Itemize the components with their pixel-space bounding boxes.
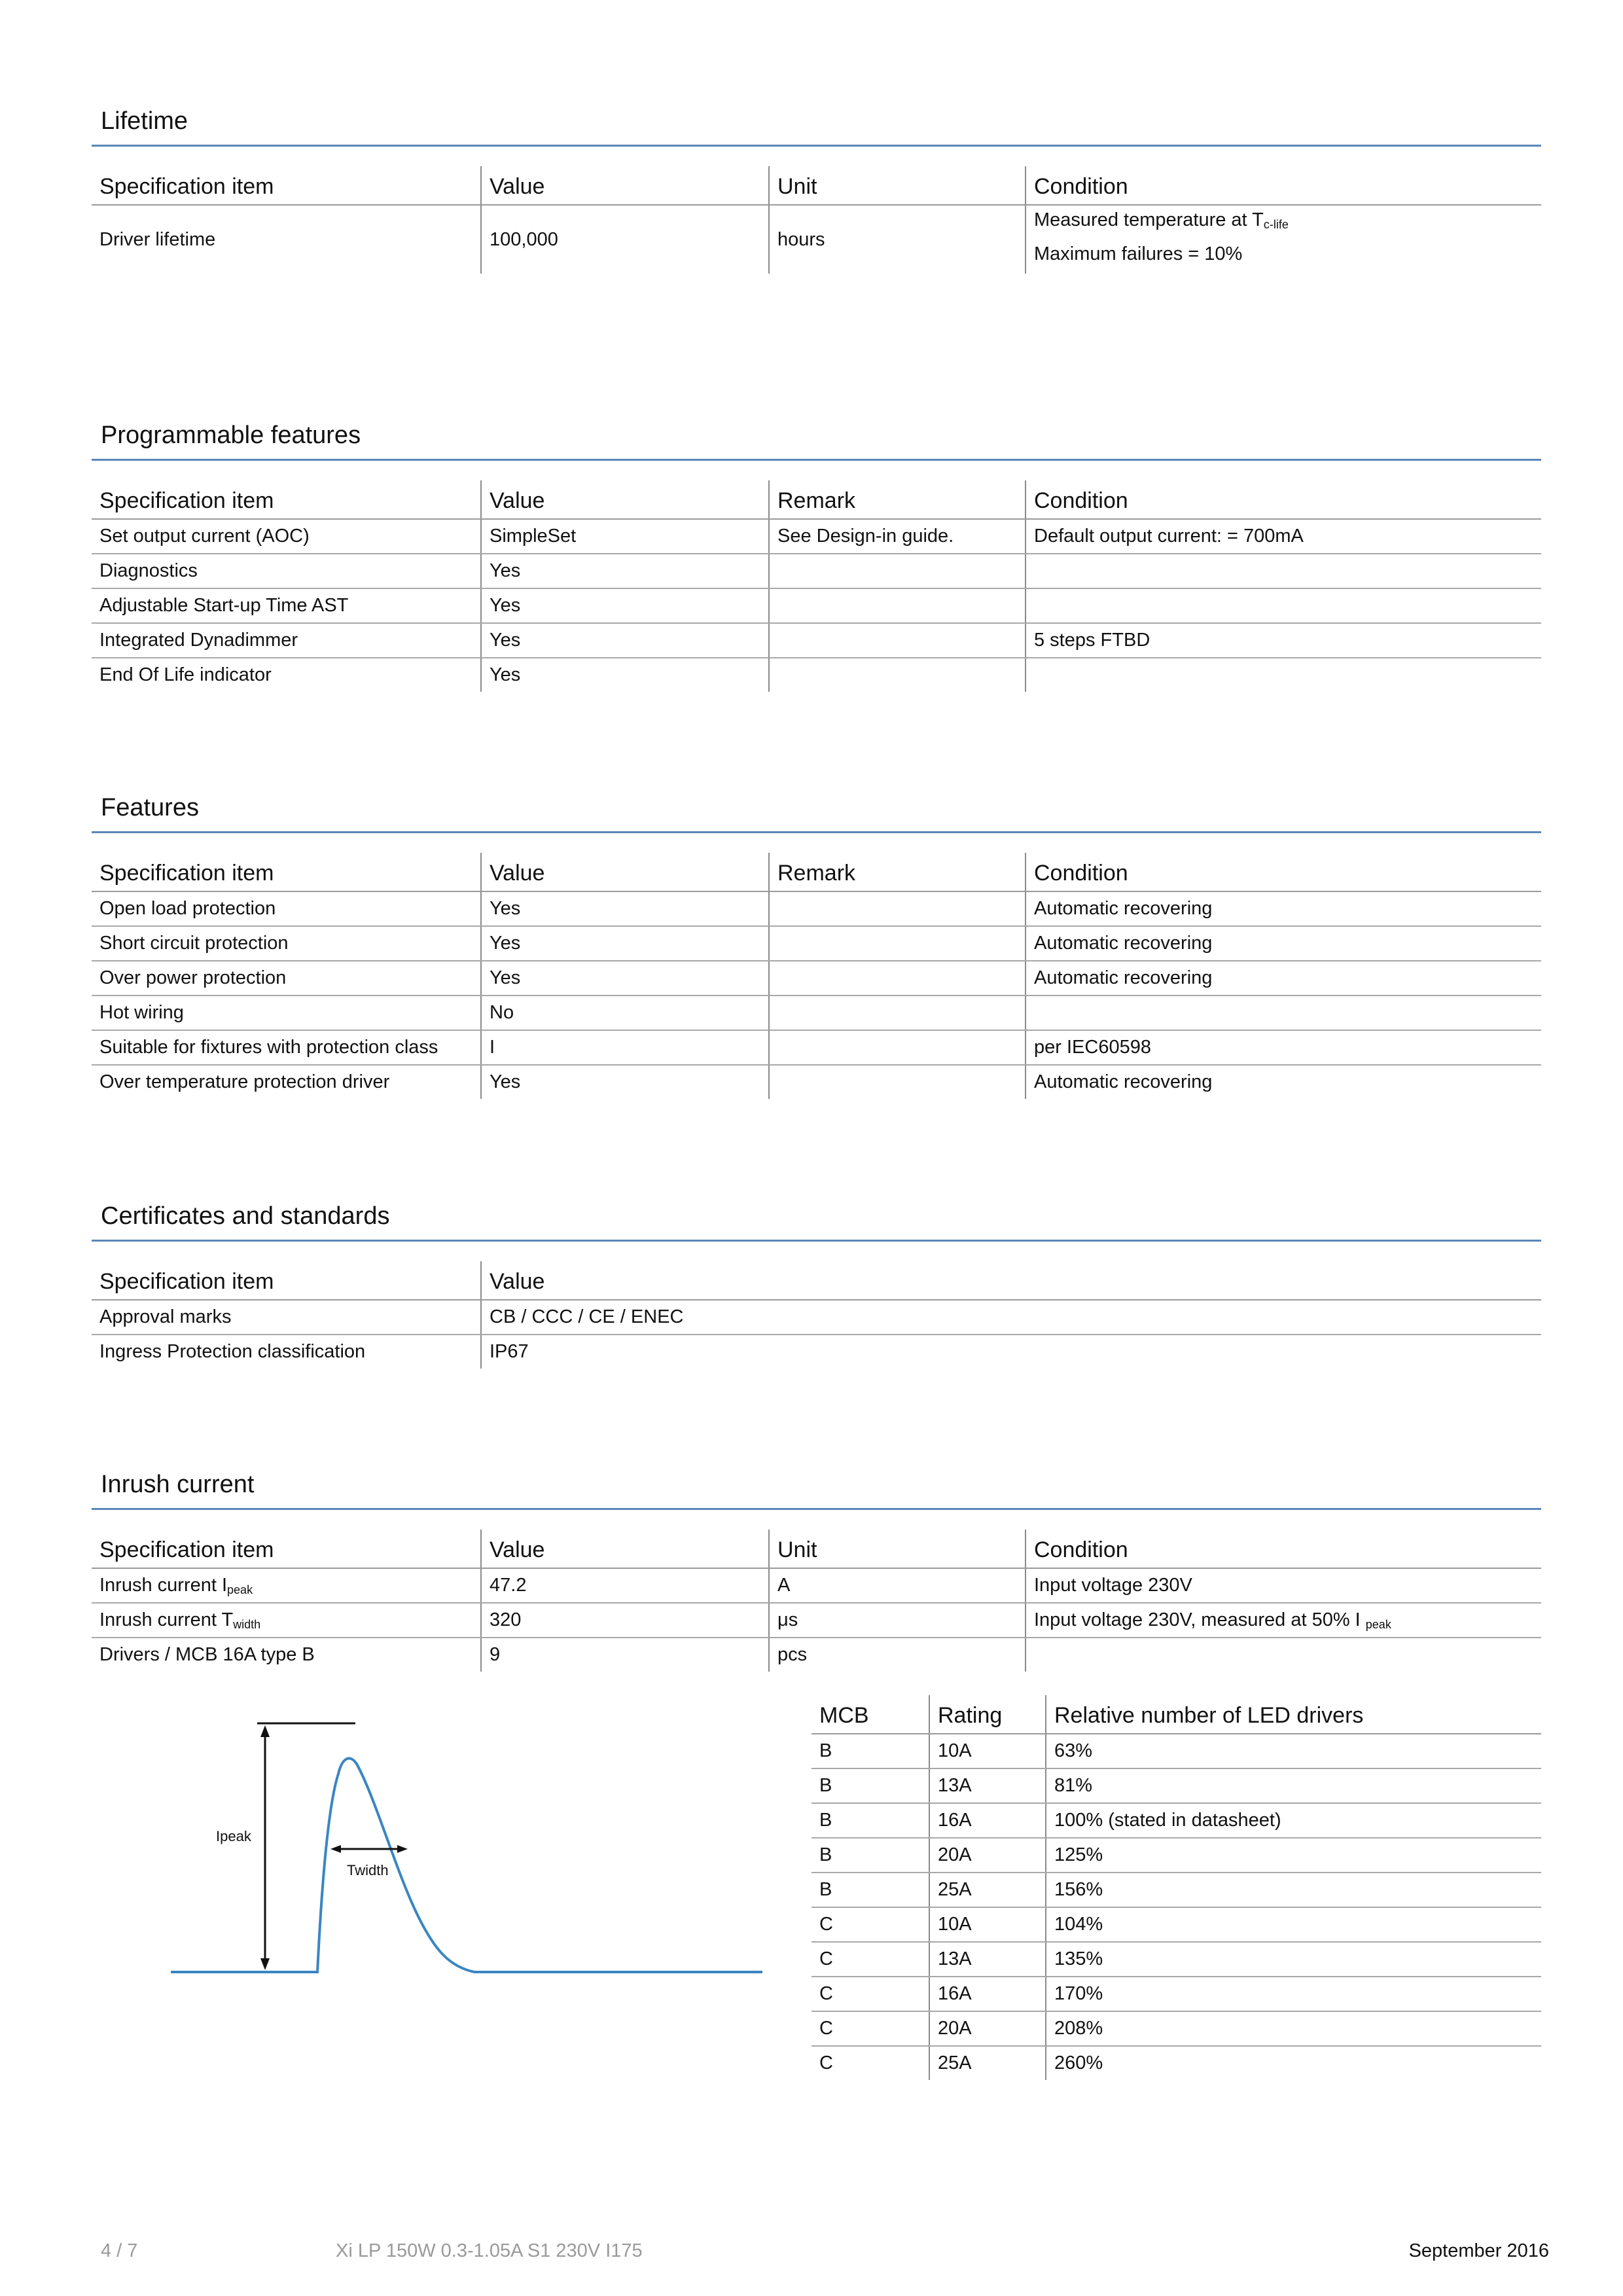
table-cell: Open load protection [92, 891, 481, 926]
table-row [92, 588, 1541, 623]
table-cell [1026, 1638, 1541, 1672]
table-row [812, 2011, 1541, 2046]
table-cell: Default output current: = 700mA [1026, 519, 1541, 554]
table-cell: Driver lifetime [99, 228, 216, 250]
table-cell [1026, 996, 1541, 1030]
table-cell: No [481, 996, 769, 1030]
item-text: Inrush current T [99, 1609, 234, 1630]
table-cell [769, 961, 1026, 996]
section-divider [92, 1240, 1541, 1242]
lifetime-table [92, 166, 1541, 274]
table-row [812, 1838, 1541, 1873]
table-cell: B [812, 1873, 929, 1907]
table-row [92, 658, 1541, 692]
section-programmable-features [92, 417, 1541, 692]
table-row [812, 1942, 1541, 1977]
table-row [812, 1907, 1541, 1942]
twidth-label: Twidth [347, 1862, 389, 1878]
table-row [92, 554, 1541, 588]
table-cell: 47.2 [481, 1568, 769, 1603]
table-cell: Drivers / MCB 16A type B [99, 1644, 315, 1665]
table-cell: B [812, 1838, 929, 1873]
table-cell: Yes [481, 588, 769, 623]
table-cell [769, 1065, 1026, 1099]
table-header-row [812, 1695, 1541, 1734]
table-cell: Ingress Protection classification [99, 1341, 366, 1362]
table-row [812, 1873, 1541, 1907]
footer-product-name: Xi LP 150W 0.3-1.05A S1 230V I175 [336, 2240, 643, 2261]
condition-line: Maximum failures = 10% [1034, 243, 1243, 264]
table-cell: 208% [1046, 2011, 1541, 2046]
column-header: Specification item [92, 1530, 481, 1568]
table-cell: 13A [929, 1942, 1046, 1977]
table-row [92, 891, 1541, 926]
table-row [92, 1603, 1541, 1638]
table-cell: B [812, 1768, 929, 1803]
column-header: Condition [1026, 480, 1541, 519]
table-cell: Short circuit protection [92, 926, 481, 961]
table-row [812, 2046, 1541, 2080]
inrush-waveform-diagram [167, 1721, 762, 1990]
table-cell: Yes [481, 961, 769, 996]
section-certificates [92, 1198, 1541, 1369]
table-row [812, 1803, 1541, 1838]
column-header: Value [481, 480, 769, 519]
table-header-row [92, 166, 1541, 205]
table-cell: 25A [929, 2046, 1046, 2080]
table-cell: Over power protection [92, 961, 481, 996]
table-cell [769, 588, 1026, 623]
table-cell: I [481, 1030, 769, 1065]
column-header: MCB [812, 1695, 929, 1734]
table-cell: Yes [481, 658, 769, 692]
column-header: Value [481, 853, 769, 891]
column-header: Specification item [92, 480, 481, 519]
table-cell: Yes [481, 926, 769, 961]
table-cell: 25A [929, 1873, 1046, 1907]
table-row [92, 1065, 1541, 1099]
column-header: Remark [769, 480, 1026, 519]
table-cell [769, 1030, 1026, 1065]
mcb-table [812, 1695, 1541, 2080]
arrow-up-icon [260, 1725, 270, 1737]
table-cell: Automatic recovering [1026, 926, 1541, 961]
table-row [92, 961, 1541, 996]
column-header: Specification item [92, 1261, 481, 1300]
subscript: peak [1365, 1617, 1391, 1631]
column-header: Specification item [92, 853, 481, 891]
table-cell: Set output current (AOC) [92, 519, 481, 554]
table-row [92, 1300, 1541, 1335]
column-header: Value [481, 1530, 769, 1568]
table-cell: Input voltage 230V [1026, 1568, 1541, 1603]
column-header: Value [481, 1261, 1541, 1300]
table-cell: Hot wiring [92, 996, 481, 1030]
table-cell: 10A [929, 1734, 1046, 1768]
table-cell: CB / CCC / CE / ENEC [481, 1300, 1541, 1335]
inrush-table [92, 1530, 1541, 1672]
table-cell [1026, 205, 1541, 274]
table-cell: 9 [481, 1638, 769, 1672]
section-divider [92, 1508, 1541, 1510]
table-row [92, 1030, 1541, 1065]
footer-page-number: 4 / 7 [101, 2240, 138, 2261]
features-table [92, 853, 1541, 1099]
table-cell: Diagnostics [92, 554, 481, 588]
table-cell: μs [769, 1603, 1026, 1638]
table-row [92, 205, 1541, 274]
table-cell: 63% [1046, 1734, 1541, 1768]
table-cell: 100% (stated in datasheet) [1046, 1803, 1541, 1838]
table-cell: See Design-in guide. [769, 519, 1026, 554]
table-cell: IP67 [481, 1335, 1541, 1369]
condition-text: Input voltage 230V, measured at 50% I [1034, 1609, 1366, 1630]
section-title: Lifetime [101, 107, 188, 135]
column-header: Rating [929, 1695, 1046, 1734]
table-cell: Suitable for fixtures with protection class [92, 1030, 481, 1065]
section-lifetime [92, 103, 1541, 274]
column-header: Condition [1026, 166, 1541, 205]
table-cell: Adjustable Start-up Time AST [92, 588, 481, 623]
table-cell [1026, 1603, 1541, 1638]
table-cell [769, 623, 1026, 658]
ipeak-label: Ipeak [216, 1828, 251, 1844]
table-cell: C [812, 1942, 929, 1977]
table-cell [1026, 588, 1541, 623]
table-header-row [92, 1261, 1541, 1300]
table-cell: 320 [481, 1603, 769, 1638]
table-cell: Automatic recovering [1026, 1065, 1541, 1099]
table-cell: Yes [481, 623, 769, 658]
mcb-table-container [812, 1695, 1541, 2080]
table-cell: 81% [1046, 1768, 1541, 1803]
table-cell: hours [769, 205, 1026, 274]
table-cell: A [769, 1568, 1026, 1603]
column-header: Unit [769, 166, 1026, 205]
table-row [92, 926, 1541, 961]
table-cell: Over temperature protection driver [99, 1071, 390, 1092]
table-row [92, 623, 1541, 658]
table-row [92, 1568, 1541, 1603]
table-cell [92, 1603, 481, 1638]
table-cell: End Of Life indicator [99, 664, 272, 685]
table-cell: 170% [1046, 1977, 1541, 2011]
column-header: Relative number of LED drivers [1046, 1695, 1541, 1734]
table-cell [769, 554, 1026, 588]
table-cell: Yes [481, 1065, 769, 1099]
column-header: Specification item [92, 166, 481, 205]
table-header-row [92, 1530, 1541, 1568]
table-cell: 104% [1046, 1907, 1541, 1942]
table-cell: Automatic recovering [1026, 891, 1541, 926]
column-header: Condition [1026, 853, 1541, 891]
table-cell [92, 1568, 481, 1603]
table-cell: SimpleSet [481, 519, 769, 554]
table-cell: 16A [929, 1977, 1046, 2011]
table-cell: 20A [929, 2011, 1046, 2046]
section-title: Programmable features [101, 422, 361, 449]
table-cell: 260% [1046, 2046, 1541, 2080]
table-cell: Yes [481, 554, 769, 588]
table-cell [769, 891, 1026, 926]
subscript: peak [227, 1583, 253, 1596]
table-cell: per IEC60598 [1026, 1030, 1541, 1065]
section-title: Certificates and standards [101, 1202, 390, 1230]
arrow-down-icon [260, 1958, 270, 1970]
subscript: c-life [1263, 218, 1289, 231]
table-row [812, 1768, 1541, 1803]
table-cell: C [812, 1907, 929, 1942]
section-divider [92, 145, 1541, 147]
footer-date: September 2016 [1408, 2240, 1549, 2261]
table-cell: 16A [929, 1803, 1046, 1838]
table-cell: Yes [481, 891, 769, 926]
table-cell: 10A [929, 1907, 1046, 1942]
table-cell: C [819, 2053, 833, 2073]
table-row [92, 519, 1541, 554]
table-header-row [92, 853, 1541, 891]
item-text: Inrush current I [99, 1574, 228, 1596]
table-cell: B [812, 1734, 929, 1768]
inrush-curve [171, 1759, 762, 1972]
table-row [92, 1638, 1541, 1672]
table-cell [769, 926, 1026, 961]
programmable-table [92, 480, 1541, 692]
table-cell: 100,000 [481, 205, 769, 274]
table-cell: C [812, 2011, 929, 2046]
table-cell: 5 steps FTBD [1026, 623, 1541, 658]
table-cell: 135% [1046, 1942, 1541, 1977]
table-row [812, 1977, 1541, 2011]
section-title: Features [101, 794, 199, 821]
table-cell [769, 996, 1026, 1030]
table-cell [1026, 658, 1541, 692]
column-header: Value [481, 166, 769, 205]
section-inrush-current [92, 1466, 1541, 1672]
table-cell [1026, 554, 1541, 588]
condition-line [1034, 206, 1533, 240]
column-header: Remark [769, 853, 1026, 891]
table-cell: Integrated Dynadimmer [92, 623, 481, 658]
column-header: Condition [1026, 1530, 1541, 1568]
table-header-row [92, 480, 1541, 519]
subscript: width [233, 1617, 261, 1631]
table-cell: 156% [1046, 1873, 1541, 1907]
section-title: Inrush current [101, 1471, 255, 1498]
table-cell: C [812, 1977, 929, 2011]
table-cell: Automatic recovering [1026, 961, 1541, 996]
table-cell: pcs [769, 1638, 1026, 1672]
section-divider [92, 831, 1541, 833]
table-row [92, 996, 1541, 1030]
section-features [92, 789, 1541, 1099]
section-divider [92, 459, 1541, 461]
table-cell: 125% [1046, 1838, 1541, 1873]
condition-text: Measured temperature at T [1034, 209, 1264, 230]
table-cell: 20A [929, 1838, 1046, 1873]
table-row [812, 1734, 1541, 1768]
table-cell: 13A [929, 1768, 1046, 1803]
table-cell: B [812, 1803, 929, 1838]
table-row [92, 1335, 1541, 1369]
table-cell: Approval marks [92, 1300, 481, 1335]
certificates-table [92, 1261, 1541, 1369]
arrow-left-icon [330, 1845, 341, 1853]
column-header: Unit [769, 1530, 1026, 1568]
arrow-right-icon [397, 1845, 408, 1853]
table-cell [769, 658, 1026, 692]
